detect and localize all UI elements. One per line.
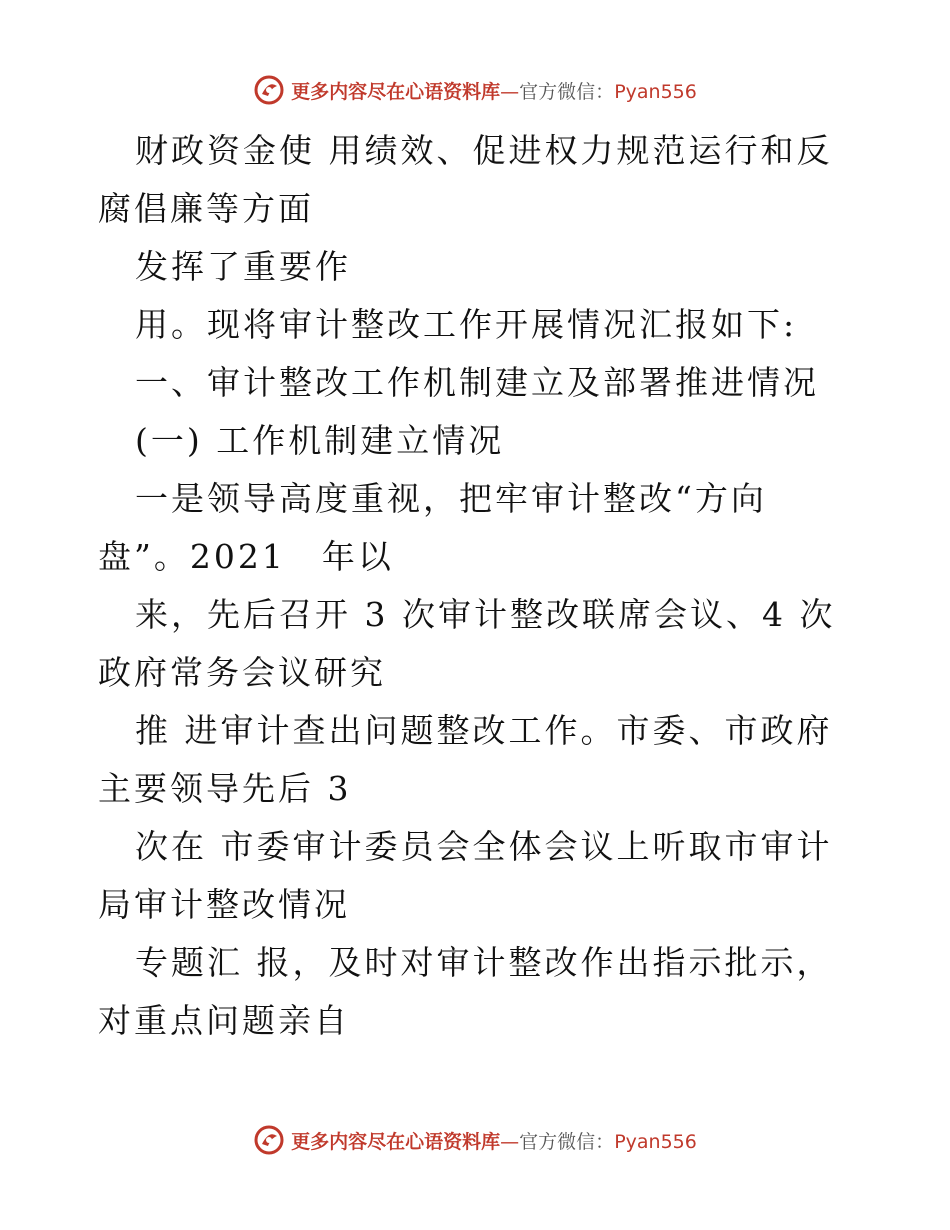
brand-text: 更多内容尽在心语资料库 (291, 1130, 501, 1153)
footer-watermark-banner (0, 1120, 950, 1160)
paragraph: 次在 市委审计委员会全体会议上听取市审计局审计整改情况 (98, 827, 833, 924)
brand-text: 更多内容尽在心语资料库 (291, 80, 501, 103)
document-body (98, 122, 838, 1050)
banner-dash: — (500, 80, 520, 103)
paragraph: 推 进审计查出问题整改工作。市委、市政府主要领导先后 3 (98, 711, 833, 808)
paragraph: 来，先后召开 3 次审计整改联席会议、4 次政府常务会议研究 (98, 595, 836, 692)
red-swirl-logo-icon (253, 74, 285, 106)
paragraph: 发挥了重要作 (135, 247, 351, 286)
header-watermark-banner (0, 70, 950, 110)
wechat-account: Pyan556 (614, 80, 697, 103)
paragraph: 专题汇 报，及时对审计整改作出指示批示，对重点问题亲自 (98, 943, 833, 1040)
section-heading: 一、审计整改工作机制建立及部署推进情况 (135, 363, 819, 402)
watermark-text (291, 77, 697, 104)
paragraph: 用。现将审计整改工作开展情况汇报如下: (135, 305, 798, 344)
banner-dash: — (500, 1130, 520, 1153)
wechat-label: 官方微信： (519, 1130, 615, 1153)
watermark-text (291, 1127, 697, 1154)
red-swirl-logo-icon (253, 1124, 285, 1156)
subsection-heading: (一) 工作机制建立情况 (135, 421, 505, 460)
paragraph: 财政资金使 用绩效、促进权力规范运行和反腐倡廉等方面 (98, 131, 833, 228)
wechat-account: Pyan556 (614, 1130, 697, 1153)
wechat-label: 官方微信： (519, 80, 615, 103)
paragraph: 一是领导高度重视，把牢审计整改“方向盘”。2021 年以 (98, 479, 767, 576)
